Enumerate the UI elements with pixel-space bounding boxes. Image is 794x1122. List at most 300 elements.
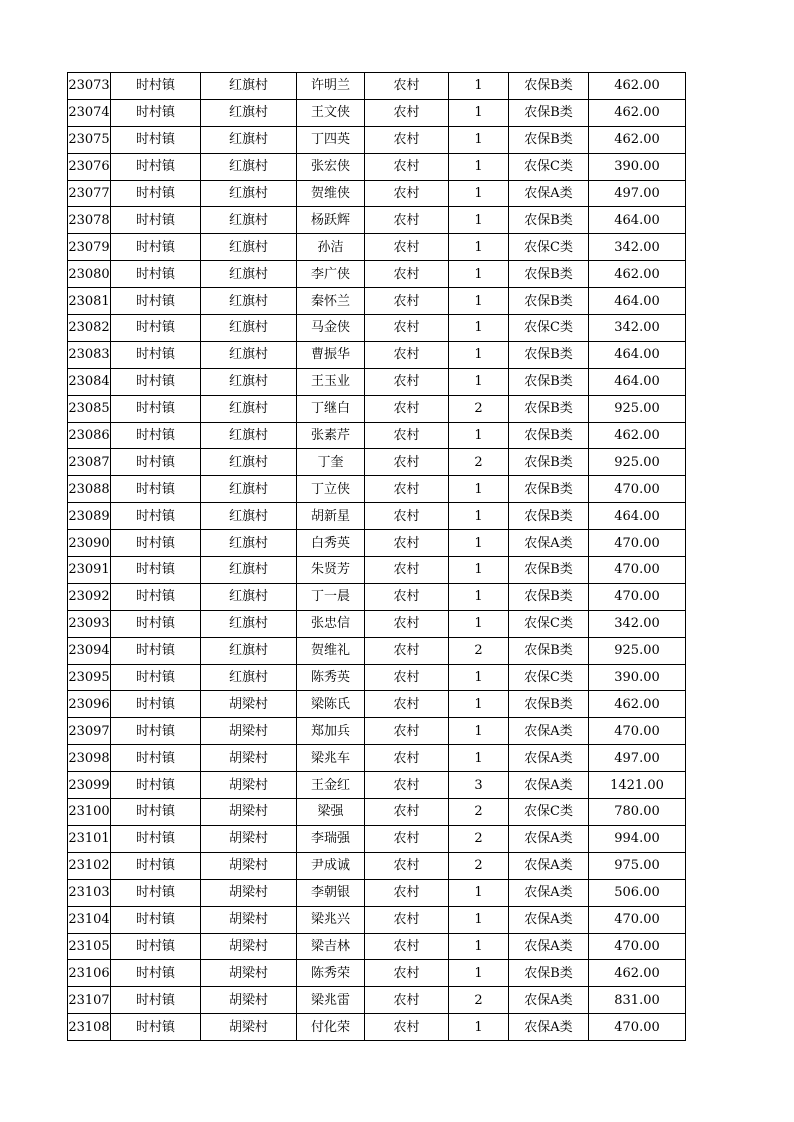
cell-town: 时村镇 <box>111 691 201 718</box>
cell-name: 曹振华 <box>297 341 365 368</box>
cell-insurance-category: 农保B类 <box>509 207 589 234</box>
table-row <box>68 879 686 906</box>
table-row <box>68 476 686 503</box>
cell-record-id: 23079 <box>68 234 111 261</box>
cell-record-id: 23090 <box>68 530 111 557</box>
cell-insurance-category: 农保B类 <box>509 557 589 584</box>
cell-amount: 464.00 <box>589 288 686 315</box>
cell-town: 时村镇 <box>111 503 201 530</box>
cell-insurance-category: 农保B类 <box>509 395 589 422</box>
table-row <box>68 933 686 960</box>
cell-area-type: 农村 <box>365 476 449 503</box>
cell-name: 梁强 <box>297 799 365 826</box>
cell-area-type: 农村 <box>365 99 449 126</box>
cell-insurance-category: 农保B类 <box>509 368 589 395</box>
cell-village: 胡梁村 <box>201 772 297 799</box>
table-row <box>68 368 686 395</box>
cell-amount: 470.00 <box>589 1014 686 1041</box>
cell-town: 时村镇 <box>111 637 201 664</box>
table-row <box>68 852 686 879</box>
cell-area-type: 农村 <box>365 987 449 1014</box>
cell-village: 胡梁村 <box>201 745 297 772</box>
table-row <box>68 906 686 933</box>
cell-village: 红旗村 <box>201 315 297 342</box>
table-row <box>68 395 686 422</box>
table-row <box>68 772 686 799</box>
cell-name: 马金侠 <box>297 315 365 342</box>
cell-insurance-category: 农保C类 <box>509 315 589 342</box>
cell-town: 时村镇 <box>111 879 201 906</box>
cell-amount: 470.00 <box>589 583 686 610</box>
cell-amount: 831.00 <box>589 987 686 1014</box>
table-row <box>68 449 686 476</box>
cell-name: 白秀英 <box>297 530 365 557</box>
cell-record-id: 23076 <box>68 153 111 180</box>
cell-household-count: 1 <box>449 476 509 503</box>
cell-insurance-category: 农保C类 <box>509 234 589 261</box>
cell-village: 胡梁村 <box>201 1014 297 1041</box>
cell-record-id: 23096 <box>68 691 111 718</box>
cell-record-id: 23097 <box>68 718 111 745</box>
cell-amount: 390.00 <box>589 153 686 180</box>
cell-town: 时村镇 <box>111 126 201 153</box>
cell-insurance-category: 农保A类 <box>509 745 589 772</box>
cell-town: 时村镇 <box>111 315 201 342</box>
cell-village: 红旗村 <box>201 583 297 610</box>
cell-household-count: 1 <box>449 906 509 933</box>
cell-town: 时村镇 <box>111 745 201 772</box>
cell-amount: 506.00 <box>589 879 686 906</box>
cell-name: 陈秀英 <box>297 664 365 691</box>
cell-name: 梁吉林 <box>297 933 365 960</box>
cell-area-type: 农村 <box>365 449 449 476</box>
cell-village: 红旗村 <box>201 180 297 207</box>
cell-household-count: 1 <box>449 745 509 772</box>
cell-town: 时村镇 <box>111 73 201 100</box>
cell-amount: 925.00 <box>589 395 686 422</box>
table-row <box>68 987 686 1014</box>
table-row <box>68 637 686 664</box>
cell-household-count: 1 <box>449 126 509 153</box>
table-row <box>68 530 686 557</box>
cell-village: 红旗村 <box>201 126 297 153</box>
table-row <box>68 73 686 100</box>
cell-area-type: 农村 <box>365 180 449 207</box>
cell-name: 朱贤芳 <box>297 557 365 584</box>
cell-household-count: 2 <box>449 852 509 879</box>
cell-insurance-category: 农保A类 <box>509 718 589 745</box>
cell-amount: 462.00 <box>589 691 686 718</box>
cell-village: 胡梁村 <box>201 691 297 718</box>
cell-area-type: 农村 <box>365 1014 449 1041</box>
table-row <box>68 341 686 368</box>
cell-amount: 975.00 <box>589 852 686 879</box>
table-row <box>68 664 686 691</box>
cell-village: 红旗村 <box>201 637 297 664</box>
cell-household-count: 2 <box>449 637 509 664</box>
cell-village: 红旗村 <box>201 73 297 100</box>
cell-household-count: 1 <box>449 261 509 288</box>
cell-amount: 925.00 <box>589 637 686 664</box>
cell-amount: 464.00 <box>589 503 686 530</box>
cell-town: 时村镇 <box>111 449 201 476</box>
cell-name: 胡新星 <box>297 503 365 530</box>
cell-household-count: 2 <box>449 799 509 826</box>
cell-record-id: 23091 <box>68 557 111 584</box>
cell-name: 张忠信 <box>297 610 365 637</box>
cell-insurance-category: 农保B类 <box>509 288 589 315</box>
table-row <box>68 180 686 207</box>
cell-name: 贺维礼 <box>297 637 365 664</box>
cell-household-count: 1 <box>449 933 509 960</box>
cell-record-id: 23081 <box>68 288 111 315</box>
cell-insurance-category: 农保B类 <box>509 261 589 288</box>
cell-town: 时村镇 <box>111 799 201 826</box>
cell-town: 时村镇 <box>111 987 201 1014</box>
cell-town: 时村镇 <box>111 234 201 261</box>
cell-area-type: 农村 <box>365 610 449 637</box>
cell-town: 时村镇 <box>111 583 201 610</box>
cell-name: 王玉业 <box>297 368 365 395</box>
table-row <box>68 557 686 584</box>
cell-record-id: 23101 <box>68 825 111 852</box>
cell-town: 时村镇 <box>111 933 201 960</box>
cell-name: 丁奎 <box>297 449 365 476</box>
cell-amount: 780.00 <box>589 799 686 826</box>
cell-insurance-category: 农保A类 <box>509 1014 589 1041</box>
table-row <box>68 288 686 315</box>
cell-village: 胡梁村 <box>201 799 297 826</box>
cell-name: 梁兆兴 <box>297 906 365 933</box>
cell-amount: 342.00 <box>589 315 686 342</box>
cell-household-count: 1 <box>449 368 509 395</box>
cell-name: 丁四英 <box>297 126 365 153</box>
cell-village: 红旗村 <box>201 557 297 584</box>
cell-record-id: 23085 <box>68 395 111 422</box>
cell-insurance-category: 农保C类 <box>509 153 589 180</box>
cell-area-type: 农村 <box>365 126 449 153</box>
cell-household-count: 1 <box>449 180 509 207</box>
cell-name: 张宏侠 <box>297 153 365 180</box>
cell-village: 红旗村 <box>201 153 297 180</box>
cell-household-count: 1 <box>449 341 509 368</box>
cell-amount: 342.00 <box>589 610 686 637</box>
cell-record-id: 23108 <box>68 1014 111 1041</box>
cell-area-type: 农村 <box>365 153 449 180</box>
cell-insurance-category: 农保A类 <box>509 933 589 960</box>
cell-amount: 464.00 <box>589 341 686 368</box>
cell-area-type: 农村 <box>365 530 449 557</box>
cell-record-id: 23094 <box>68 637 111 664</box>
cell-town: 时村镇 <box>111 288 201 315</box>
cell-household-count: 2 <box>449 449 509 476</box>
cell-area-type: 农村 <box>365 395 449 422</box>
cell-name: 王文侠 <box>297 99 365 126</box>
cell-area-type: 农村 <box>365 933 449 960</box>
cell-insurance-category: 农保A类 <box>509 906 589 933</box>
cell-area-type: 农村 <box>365 879 449 906</box>
cell-name: 尹成诚 <box>297 852 365 879</box>
cell-record-id: 23099 <box>68 772 111 799</box>
cell-area-type: 农村 <box>365 341 449 368</box>
table-row <box>68 99 686 126</box>
cell-name: 丁立侠 <box>297 476 365 503</box>
cell-village: 胡梁村 <box>201 825 297 852</box>
cell-household-count: 1 <box>449 99 509 126</box>
cell-name: 许明兰 <box>297 73 365 100</box>
cell-village: 胡梁村 <box>201 718 297 745</box>
cell-town: 时村镇 <box>111 1014 201 1041</box>
cell-village: 红旗村 <box>201 288 297 315</box>
cell-household-count: 1 <box>449 691 509 718</box>
table-row <box>68 960 686 987</box>
cell-name: 贺维侠 <box>297 180 365 207</box>
table-row <box>68 207 686 234</box>
cell-town: 时村镇 <box>111 557 201 584</box>
cell-household-count: 2 <box>449 825 509 852</box>
cell-area-type: 农村 <box>365 664 449 691</box>
cell-amount: 1421.00 <box>589 772 686 799</box>
cell-insurance-category: 农保A类 <box>509 987 589 1014</box>
cell-record-id: 23075 <box>68 126 111 153</box>
cell-household-count: 1 <box>449 879 509 906</box>
cell-village: 红旗村 <box>201 261 297 288</box>
cell-area-type: 农村 <box>365 234 449 261</box>
cell-household-count: 1 <box>449 207 509 234</box>
cell-insurance-category: 农保B类 <box>509 691 589 718</box>
cell-town: 时村镇 <box>111 180 201 207</box>
cell-area-type: 农村 <box>365 288 449 315</box>
cell-amount: 462.00 <box>589 960 686 987</box>
cell-area-type: 农村 <box>365 960 449 987</box>
cell-insurance-category: 农保B类 <box>509 73 589 100</box>
cell-household-count: 2 <box>449 395 509 422</box>
cell-village: 胡梁村 <box>201 852 297 879</box>
cell-amount: 497.00 <box>589 745 686 772</box>
cell-insurance-category: 农保A类 <box>509 879 589 906</box>
cell-record-id: 23074 <box>68 99 111 126</box>
cell-area-type: 农村 <box>365 207 449 234</box>
table-row <box>68 153 686 180</box>
cell-area-type: 农村 <box>365 583 449 610</box>
cell-name: 王金红 <box>297 772 365 799</box>
table-row <box>68 610 686 637</box>
cell-amount: 462.00 <box>589 99 686 126</box>
cell-insurance-category: 农保A类 <box>509 530 589 557</box>
cell-record-id: 23103 <box>68 879 111 906</box>
cell-name: 梁兆车 <box>297 745 365 772</box>
cell-village: 红旗村 <box>201 207 297 234</box>
cell-name: 李广侠 <box>297 261 365 288</box>
cell-amount: 462.00 <box>589 126 686 153</box>
cell-name: 付化荣 <box>297 1014 365 1041</box>
cell-area-type: 农村 <box>365 825 449 852</box>
cell-insurance-category: 农保B类 <box>509 341 589 368</box>
cell-insurance-category: 农保B类 <box>509 960 589 987</box>
table-row <box>68 799 686 826</box>
cell-household-count: 1 <box>449 1014 509 1041</box>
cell-village: 红旗村 <box>201 422 297 449</box>
cell-insurance-category: 农保A类 <box>509 825 589 852</box>
cell-village: 胡梁村 <box>201 879 297 906</box>
cell-record-id: 23105 <box>68 933 111 960</box>
cell-name: 郑加兵 <box>297 718 365 745</box>
cell-amount: 462.00 <box>589 73 686 100</box>
cell-household-count: 1 <box>449 234 509 261</box>
cell-insurance-category: 农保B类 <box>509 476 589 503</box>
cell-village: 红旗村 <box>201 368 297 395</box>
cell-village: 红旗村 <box>201 341 297 368</box>
cell-area-type: 农村 <box>365 718 449 745</box>
cell-amount: 470.00 <box>589 530 686 557</box>
cell-insurance-category: 农保B类 <box>509 637 589 664</box>
cell-name: 梁兆雷 <box>297 987 365 1014</box>
cell-record-id: 23087 <box>68 449 111 476</box>
table-row <box>68 126 686 153</box>
cell-town: 时村镇 <box>111 825 201 852</box>
cell-insurance-category: 农保B类 <box>509 503 589 530</box>
table-row <box>68 583 686 610</box>
table-row <box>68 422 686 449</box>
cell-town: 时村镇 <box>111 395 201 422</box>
cell-village: 红旗村 <box>201 234 297 261</box>
cell-town: 时村镇 <box>111 772 201 799</box>
cell-amount: 342.00 <box>589 234 686 261</box>
cell-name: 秦怀兰 <box>297 288 365 315</box>
cell-household-count: 1 <box>449 583 509 610</box>
cell-household-count: 1 <box>449 718 509 745</box>
cell-town: 时村镇 <box>111 341 201 368</box>
cell-household-count: 1 <box>449 315 509 342</box>
cell-area-type: 农村 <box>365 906 449 933</box>
cell-household-count: 1 <box>449 503 509 530</box>
cell-name: 丁一晨 <box>297 583 365 610</box>
cell-town: 时村镇 <box>111 422 201 449</box>
cell-town: 时村镇 <box>111 960 201 987</box>
cell-area-type: 农村 <box>365 799 449 826</box>
cell-village: 胡梁村 <box>201 933 297 960</box>
cell-record-id: 23100 <box>68 799 111 826</box>
cell-insurance-category: 农保B类 <box>509 449 589 476</box>
cell-record-id: 23082 <box>68 315 111 342</box>
cell-household-count: 1 <box>449 153 509 180</box>
cell-record-id: 23078 <box>68 207 111 234</box>
cell-record-id: 23086 <box>68 422 111 449</box>
cell-amount: 994.00 <box>589 825 686 852</box>
cell-town: 时村镇 <box>111 530 201 557</box>
records-table <box>67 72 686 1041</box>
cell-town: 时村镇 <box>111 664 201 691</box>
table-row <box>68 745 686 772</box>
cell-record-id: 23095 <box>68 664 111 691</box>
cell-area-type: 农村 <box>365 557 449 584</box>
cell-area-type: 农村 <box>365 261 449 288</box>
cell-record-id: 23092 <box>68 583 111 610</box>
cell-town: 时村镇 <box>111 476 201 503</box>
cell-record-id: 23098 <box>68 745 111 772</box>
cell-record-id: 23102 <box>68 852 111 879</box>
cell-name: 李朝银 <box>297 879 365 906</box>
cell-record-id: 23077 <box>68 180 111 207</box>
cell-town: 时村镇 <box>111 99 201 126</box>
table-row <box>68 503 686 530</box>
cell-name: 张素芹 <box>297 422 365 449</box>
cell-insurance-category: 农保C类 <box>509 610 589 637</box>
cell-area-type: 农村 <box>365 73 449 100</box>
cell-village: 红旗村 <box>201 476 297 503</box>
cell-name: 杨跃辉 <box>297 207 365 234</box>
cell-amount: 925.00 <box>589 449 686 476</box>
table-row <box>68 234 686 261</box>
cell-household-count: 1 <box>449 610 509 637</box>
cell-area-type: 农村 <box>365 422 449 449</box>
cell-name: 梁陈氏 <box>297 691 365 718</box>
cell-insurance-category: 农保B类 <box>509 422 589 449</box>
cell-insurance-category: 农保A类 <box>509 772 589 799</box>
cell-amount: 464.00 <box>589 207 686 234</box>
cell-record-id: 23107 <box>68 987 111 1014</box>
cell-insurance-category: 农保A类 <box>509 852 589 879</box>
cell-insurance-category: 农保B类 <box>509 126 589 153</box>
cell-amount: 470.00 <box>589 718 686 745</box>
cell-town: 时村镇 <box>111 718 201 745</box>
cell-household-count: 2 <box>449 987 509 1014</box>
cell-area-type: 农村 <box>365 691 449 718</box>
cell-name: 陈秀荣 <box>297 960 365 987</box>
cell-record-id: 23084 <box>68 368 111 395</box>
cell-name: 李瑞强 <box>297 825 365 852</box>
cell-insurance-category: 农保A类 <box>509 180 589 207</box>
cell-name: 丁继白 <box>297 395 365 422</box>
cell-record-id: 23073 <box>68 73 111 100</box>
cell-area-type: 农村 <box>365 852 449 879</box>
cell-village: 红旗村 <box>201 610 297 637</box>
cell-area-type: 农村 <box>365 315 449 342</box>
cell-record-id: 23104 <box>68 906 111 933</box>
cell-household-count: 1 <box>449 288 509 315</box>
cell-amount: 470.00 <box>589 933 686 960</box>
cell-amount: 462.00 <box>589 261 686 288</box>
cell-amount: 462.00 <box>589 422 686 449</box>
cell-household-count: 1 <box>449 960 509 987</box>
cell-town: 时村镇 <box>111 207 201 234</box>
cell-amount: 390.00 <box>589 664 686 691</box>
cell-record-id: 23106 <box>68 960 111 987</box>
cell-amount: 470.00 <box>589 557 686 584</box>
cell-town: 时村镇 <box>111 261 201 288</box>
cell-village: 胡梁村 <box>201 960 297 987</box>
cell-amount: 470.00 <box>589 476 686 503</box>
cell-name: 孙洁 <box>297 234 365 261</box>
cell-insurance-category: 农保B类 <box>509 99 589 126</box>
cell-household-count: 1 <box>449 664 509 691</box>
records-table-body <box>68 73 686 1041</box>
cell-area-type: 农村 <box>365 637 449 664</box>
cell-area-type: 农村 <box>365 368 449 395</box>
cell-town: 时村镇 <box>111 610 201 637</box>
cell-village: 红旗村 <box>201 395 297 422</box>
cell-town: 时村镇 <box>111 852 201 879</box>
cell-amount: 470.00 <box>589 906 686 933</box>
cell-village: 红旗村 <box>201 664 297 691</box>
cell-area-type: 农村 <box>365 745 449 772</box>
table-row <box>68 315 686 342</box>
cell-village: 红旗村 <box>201 99 297 126</box>
table-row <box>68 261 686 288</box>
cell-village: 红旗村 <box>201 449 297 476</box>
cell-record-id: 23093 <box>68 610 111 637</box>
cell-village: 胡梁村 <box>201 906 297 933</box>
